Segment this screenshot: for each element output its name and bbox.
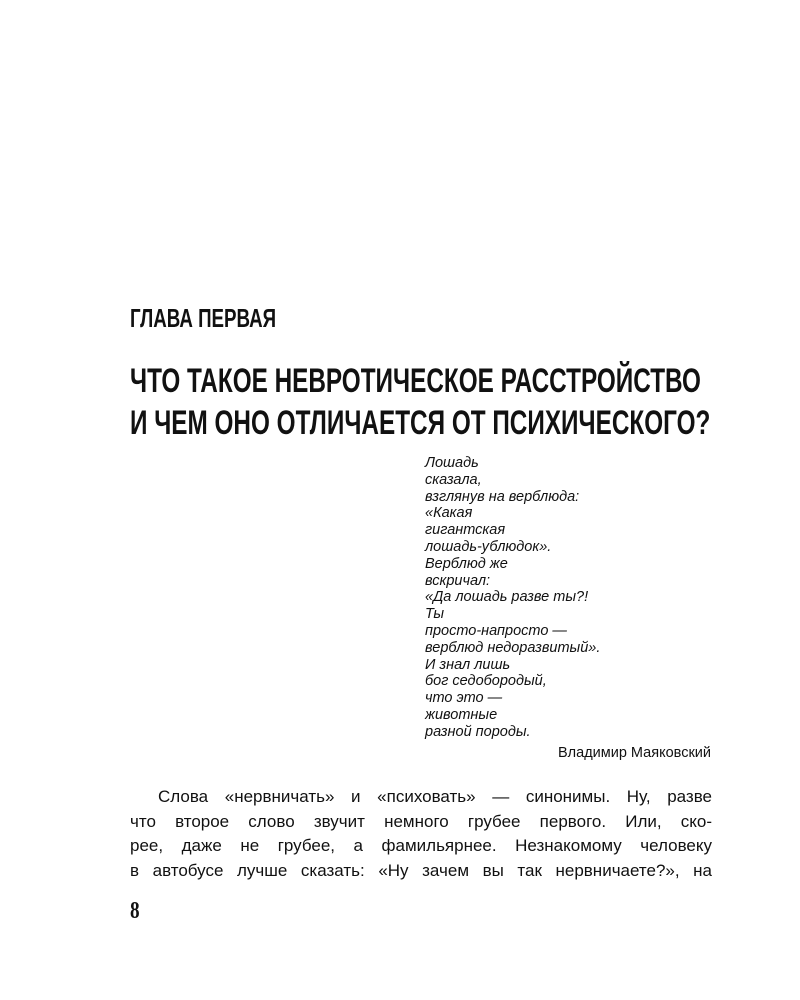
epigraph-line: лошадь-ублюдок». (425, 538, 552, 555)
epigraph-line: Лошадь (425, 455, 479, 471)
epigraph-line: вскричал: (425, 572, 491, 589)
chapter-title-line: ЧТО ТАКОЕ НЕВРОТИЧЕСКОЕ РАССТРОЙСТВО (130, 362, 701, 400)
body-line: Слова «нервничать» и «психовать» — синонимы. Ну, разве (158, 787, 712, 806)
chapter-title-line: И ЧЕМ ОНО ОТЛИЧАЕТСЯ ОТ ПСИХИЧЕСКОГО? (130, 404, 711, 442)
body-line: в автобусе лучше сказать: «Ну зачем вы так нервничаете?», на (130, 860, 712, 880)
body-paragraph (130, 785, 712, 883)
epigraph-line: просто-напросто — (425, 622, 567, 639)
epigraph-line: что это — (425, 690, 503, 707)
chapter-title (130, 360, 710, 444)
epigraph-line: И знал лишь (425, 656, 511, 673)
epigraph-line: взглянув на верблюда: (425, 488, 580, 505)
epigraph-line: Верблюд же (425, 555, 508, 572)
epigraph (425, 455, 600, 741)
page-number: 8 (130, 898, 140, 924)
epigraph-line: животные (425, 706, 498, 723)
epigraph-line: Ты (425, 606, 445, 623)
epigraph-line: верблюд недоразвитый». (425, 639, 601, 656)
epigraph-author: Владимир Маяковский (558, 745, 711, 761)
epigraph-line: бог седобородый, (425, 673, 547, 690)
epigraph-line: «Какая (425, 505, 473, 522)
epigraph-line: гигантская (425, 522, 506, 539)
body-line: что второе слово звучит немного грубее первого. Или, ско- (130, 811, 712, 831)
body-line: рее, даже не грубее, а фамильярнее. Незнакомому человеку (130, 836, 712, 855)
chapter-label: ГЛАВА ПЕРВАЯ (130, 303, 277, 333)
epigraph-line: разной породы. (425, 723, 531, 740)
epigraph-line: сказала, (425, 471, 482, 488)
epigraph-line: «Да лошадь разве ты?! (425, 589, 589, 606)
